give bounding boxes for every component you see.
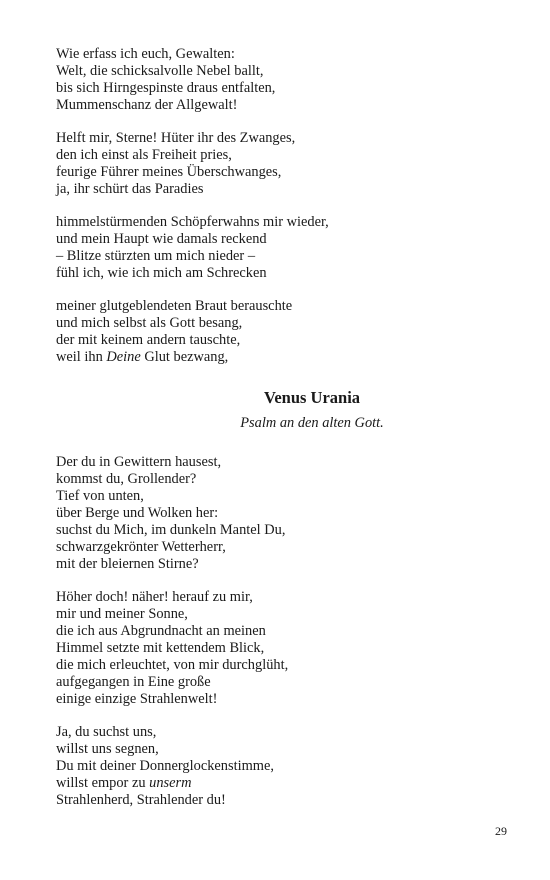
verse-line: kommst du, Grollender?: [56, 471, 197, 487]
verse-line: Tief von unten,: [56, 488, 144, 504]
verse-text: Glut bezwang,: [140, 349, 229, 365]
verse-line: die ich aus Abgrundnacht an meinen: [56, 623, 266, 639]
verse-line: feurige Führer meines Überschwanges,: [56, 164, 282, 180]
verse-line: willst uns segnen,: [56, 741, 159, 757]
verse-line: und mich selbst als Gott besang,: [56, 315, 243, 331]
verse-text: weil ihn: [56, 349, 107, 365]
stanza: [56, 589, 516, 708]
verse-line: Mummenschanz der Allgewalt!: [56, 97, 238, 113]
stanza: [56, 130, 516, 198]
verse-line: aufgegangen in Eine große: [56, 674, 211, 690]
stanza: [56, 454, 516, 573]
verse-line: fühl ich, wie ich mich am Schrecken: [56, 265, 267, 281]
stanza: [56, 724, 516, 809]
verse-line: den ich einst als Freiheit pries,: [56, 147, 232, 163]
verse-line: einige einzige Strahlenwelt!: [56, 691, 218, 707]
verse-line: Wie erfass ich euch, Gewalten:: [56, 46, 235, 62]
verse-line: meiner glutgeblendeten Braut berauschte: [56, 298, 293, 314]
page-body: [56, 46, 516, 825]
verse-line: Himmel setzte mit kettendem Blick,: [56, 640, 265, 656]
verse-line: mir und meiner Sonne,: [56, 606, 188, 622]
verse-text: willst empor zu: [56, 775, 150, 791]
verse-line: schwarzgekrönter Wetterherr,: [56, 539, 226, 555]
verse-line: Höher doch! näher! herauf zu mir,: [56, 589, 253, 605]
verse-line: ja, ihr schürt das Paradies: [56, 181, 204, 197]
stanza: [56, 298, 516, 366]
verse-line: Helft mir, Sterne! Hüter ihr des Zwanges,: [56, 130, 296, 146]
verse-line: Strahlenherd, Strahlender du!: [56, 792, 226, 808]
page-number: 29: [495, 824, 507, 838]
verse-emphasis: unserm: [149, 775, 192, 791]
verse-line: [56, 775, 516, 792]
verse-line: himmelstürmenden Schöpferwahns mir wieder,: [56, 214, 329, 230]
stanza: [56, 46, 516, 114]
verse-line: der mit keinem andern tauschte,: [56, 332, 241, 348]
verse-emphasis: Deine: [106, 349, 141, 365]
verse-line: Welt, die schicksalvolle Nebel ballt,: [56, 63, 264, 79]
verse-line: Du mit deiner Donnerglockenstimme,: [56, 758, 274, 774]
poem-subtitle: Psalm an den alten Gott.: [240, 415, 384, 431]
verse-line: – Blitze stürzten um mich nieder –: [56, 248, 256, 264]
verse-line: die mich erleuchtet, von mir durchglüht,: [56, 657, 289, 673]
stanza: [56, 214, 516, 282]
poem-title: Venus Urania: [263, 388, 361, 407]
verse-line: suchst du Mich, im dunkeln Mantel Du,: [56, 522, 286, 538]
verse-line: über Berge und Wolken her:: [56, 505, 219, 521]
verse-line: [56, 349, 516, 366]
verse-line: Ja, du suchst uns,: [56, 724, 157, 740]
verse-line: Der du in Gewittern hausest,: [56, 454, 222, 470]
verse-line: mit der bleiernen Stirne?: [56, 556, 199, 572]
verse-line: und mein Haupt wie damals reckend: [56, 231, 267, 247]
verse-line: bis sich Hirngespinste draus entfalten,: [56, 80, 276, 96]
